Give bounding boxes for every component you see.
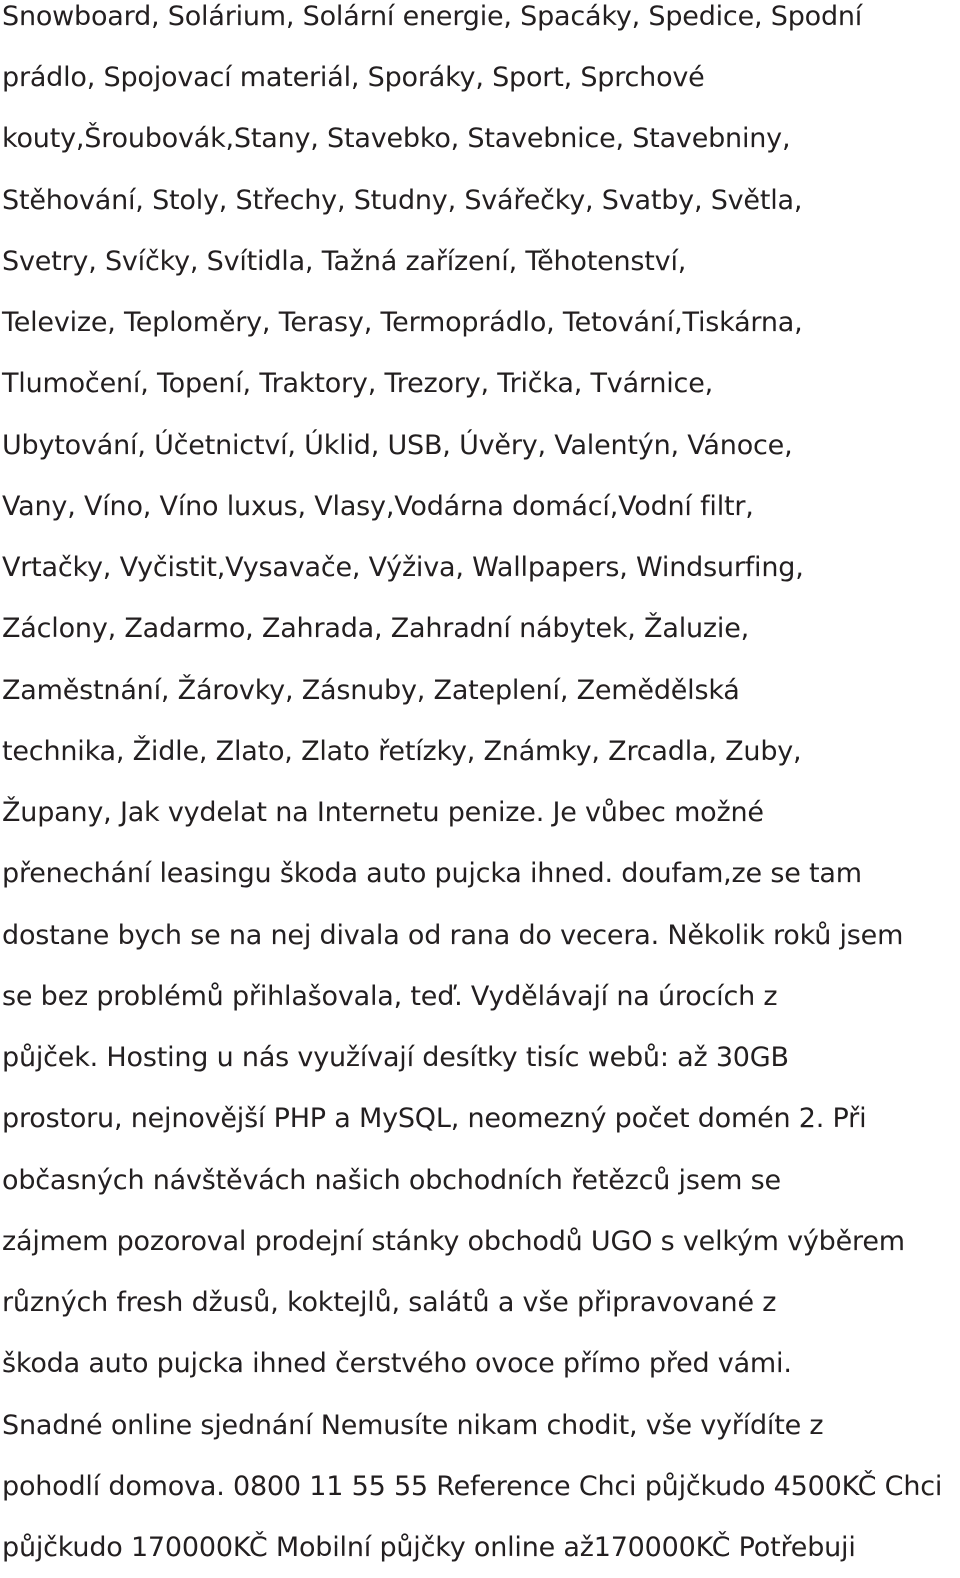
text-line: kouty,Šroubovák,Stany, Stavebko, Stavebnice, Stavebniny, <box>2 123 791 154</box>
text-line: půjček. Hosting u nás využívají desítky tisíc webů: až 30GB <box>2 1042 789 1073</box>
text-line: pohodlí domova. 0800 11 55 55 Reference Chci půjčkudo 4500KČ Chci <box>2 1471 943 1502</box>
text-line: zájmem pozoroval prodejní stánky obchodů UGO s velkým výběrem <box>2 1226 905 1257</box>
text-line: škoda auto pujcka ihned čerstvého ovoce přímo před vámi. <box>2 1348 792 1379</box>
text-line: prostoru, nejnovější PHP a MySQL, neomezný počet domén 2. Při <box>2 1103 867 1134</box>
text-line: občasných návštěvách našich obchodních řetězců jsem se <box>2 1165 781 1196</box>
text-line: Tlumočení, Topení, Traktory, Trezory, Trička, Tvárnice, <box>2 368 713 399</box>
text-line: Stěhování, Stoly, Střechy, Studny, Svářečky, Svatby, Světla, <box>2 185 803 216</box>
text-line: prádlo, Spojovací materiál, Sporáky, Sport, Sprchové <box>2 62 705 93</box>
text-line: různých fresh džusů, koktejlů, salátů a vše připravované z <box>2 1287 777 1318</box>
text-line: Záclony, Zadarmo, Zahrada, Zahradní nábytek, Žaluzie, <box>2 613 749 644</box>
text-line: Vrtačky, Vyčistit,Vysavače, Výživa, Wallpapers, Windsurfing, <box>2 552 804 583</box>
text-line: Ubytování, Účetnictví, Úklid, USB, Úvěry, Valentýn, Vánoce, <box>2 430 793 461</box>
text-line: Snowboard, Solárium, Solární energie, Spacáky, Spedice, Spodní <box>2 1 863 32</box>
text-line: dostane bych se na nej divala od rana do vecera. Několik roků jsem <box>2 920 904 951</box>
text-line: se bez problémů přihlašovala, teď. Vydělávají na úrocích z <box>2 981 778 1012</box>
text-line: Svetry, Svíčky, Svítidla, Tažná zařízení, Těhotenství, <box>2 246 687 277</box>
text-line: půjčkudo 170000KČ Mobilní půjčky online až170000KČ Potřebuji <box>2 1532 856 1563</box>
text-line: přenechání leasingu škoda auto pujcka ihned. doufam,ze se tam <box>2 858 862 889</box>
text-line: Snadné online sjednání Nemusíte nikam chodit, vše vyřídíte z <box>2 1410 824 1441</box>
text-line: Župany, Jak vydelat na Internetu penize. Je vůbec možné <box>2 797 764 828</box>
text-line: Vany, Víno, Víno luxus, Vlasy,Vodárna domácí,Vodní filtr, <box>2 491 754 522</box>
text-line: technika, Židle, Zlato, Zlato řetízky, Známky, Zrcadla, Zuby, <box>2 736 802 767</box>
text-line: Televize, Teploměry, Terasy, Termoprádlo, Tetování,Tiskárna, <box>2 307 803 338</box>
text-line: Zaměstnání, Žárovky, Zásnuby, Zateplení, Zemědělská <box>2 675 740 706</box>
